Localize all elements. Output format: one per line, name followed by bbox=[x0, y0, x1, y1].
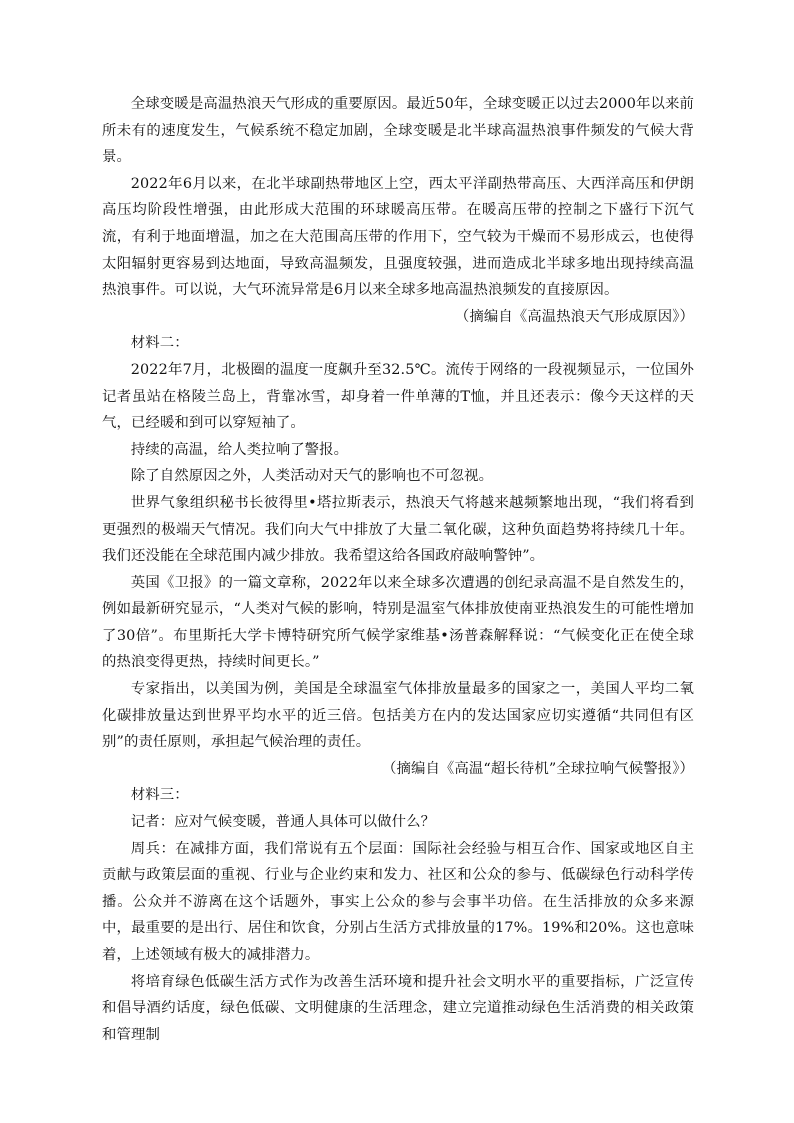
section-heading: 材料二： bbox=[130, 335, 189, 352]
interview-answer: 周兵：在减排方面，我们常说有五个层面：国际社会经验与相互合作、国家或地区自主贡献与政策层面的重视、行业与企业约束和发力、社区和公众的参与、低碳绿色行动科学传播。公众并不游离在这个话题外，事实上公众的参与会事半功倍。在生活排放的众多来源中，最重要的是出行、居住和饮食，分别占生活方式排放量的17%。19%和20%。这也意味着，上述领域有极大的减排潜力。 bbox=[102, 840, 694, 963]
paragraph: 2022年6月以来，在北半球副热带地区上空，西太平洋副热带高压、大西洋高压和伊朗高压均阶段性增强，由此形成大范围的环球暖高压带。在暖高压带的控制之下盛行下沉气流，有利于地面增温，加之在大范围高压带的作用下，空气较为干燥而不易形成云，也使得太阳辐射更容易到达地面，导致高温频发，且强度较强，进而造成北半球多地出现持续高温热浪事件。可以说，大气环流异常是6月以来全球多地高温热浪频发的直接原因。 bbox=[102, 175, 694, 299]
paragraph: 将培育绿色低碳生活方式作为改善生活环境和提升社会文明水平的重要指标，广泛宣传和倡导酒约话度，绿色低碳、文明健康的生活理念，建立完道推动绿色生活消费的相关政策和管理制 bbox=[102, 973, 694, 1043]
paragraph: 2022年7月，北极圈的温度一度飙升至32.5℃。流传于网络的一段视频显示，一位国外记者虽站在格陵兰岛上，背靠冰雪，却身着一件单薄的T恤，并且还表示：像今天这样的天气，已经暖和到可以穿短袖了。 bbox=[102, 361, 694, 432]
document-body bbox=[102, 91, 694, 1048]
paragraph: 英国《卫报》的一篇文章称，2022年以来全球多次遭遇的创纪录高温不是自然发生的，例如最新研究显示，“人类对气候的影响，特别是温室气体排放使南亚热浪发生的可能性增加了30倍”。布里斯托大学卡博特研究所气候学家维基•汤普森解释说：“气候变化正在使全球的热浪变得更热，持续时间更长。” bbox=[102, 574, 694, 671]
paragraph: 持续的高温，给人类拉响了警报。 bbox=[130, 441, 349, 458]
paragraph: 全球变暖是高温热浪天气形成的重要原因。最近50年，全球变暖正以过去2000年以来前所未有的速度发生，气候系统不稳定加剧，全球变暖是北半球高温热浪事件频发的气候大背景。 bbox=[102, 96, 694, 166]
section-heading: 材料三： bbox=[130, 787, 189, 804]
source-citation: （摘编自《高温热浪天气形成原因》） bbox=[454, 308, 694, 325]
paragraph: 世界气象组织秘书长彼得里•塔拉斯表示，热浪天气将越来越频繁地出现，“我们将看到更强烈的极端天气情况。我们向大气中排放了大量二氧化碳，这种负面趋势将持续几十年。我们还没能在全球范围内减少排放。我希望这给各国政府敲响警钟”。 bbox=[102, 494, 694, 565]
paragraph: 除了自然原因之外，人类活动对天气的影响也不可忽视。 bbox=[130, 468, 494, 485]
paragraph: 专家指出，以美国为例，美国是全球温室气体排放量最多的国家之一，美国人平均二氧化碳排放量达到世界平均水平的近三倍。包括美方在内的发达国家应切实遵循“共同但有区别”的责任原则，承担起气候治理的责任。 bbox=[102, 681, 694, 751]
interview-question: 记者：应对气候变暖，普通人具体可以做什么？ bbox=[130, 814, 436, 831]
source-citation: （摘编自《高温“超长待机”全球拉响气候警报》） bbox=[381, 760, 694, 777]
